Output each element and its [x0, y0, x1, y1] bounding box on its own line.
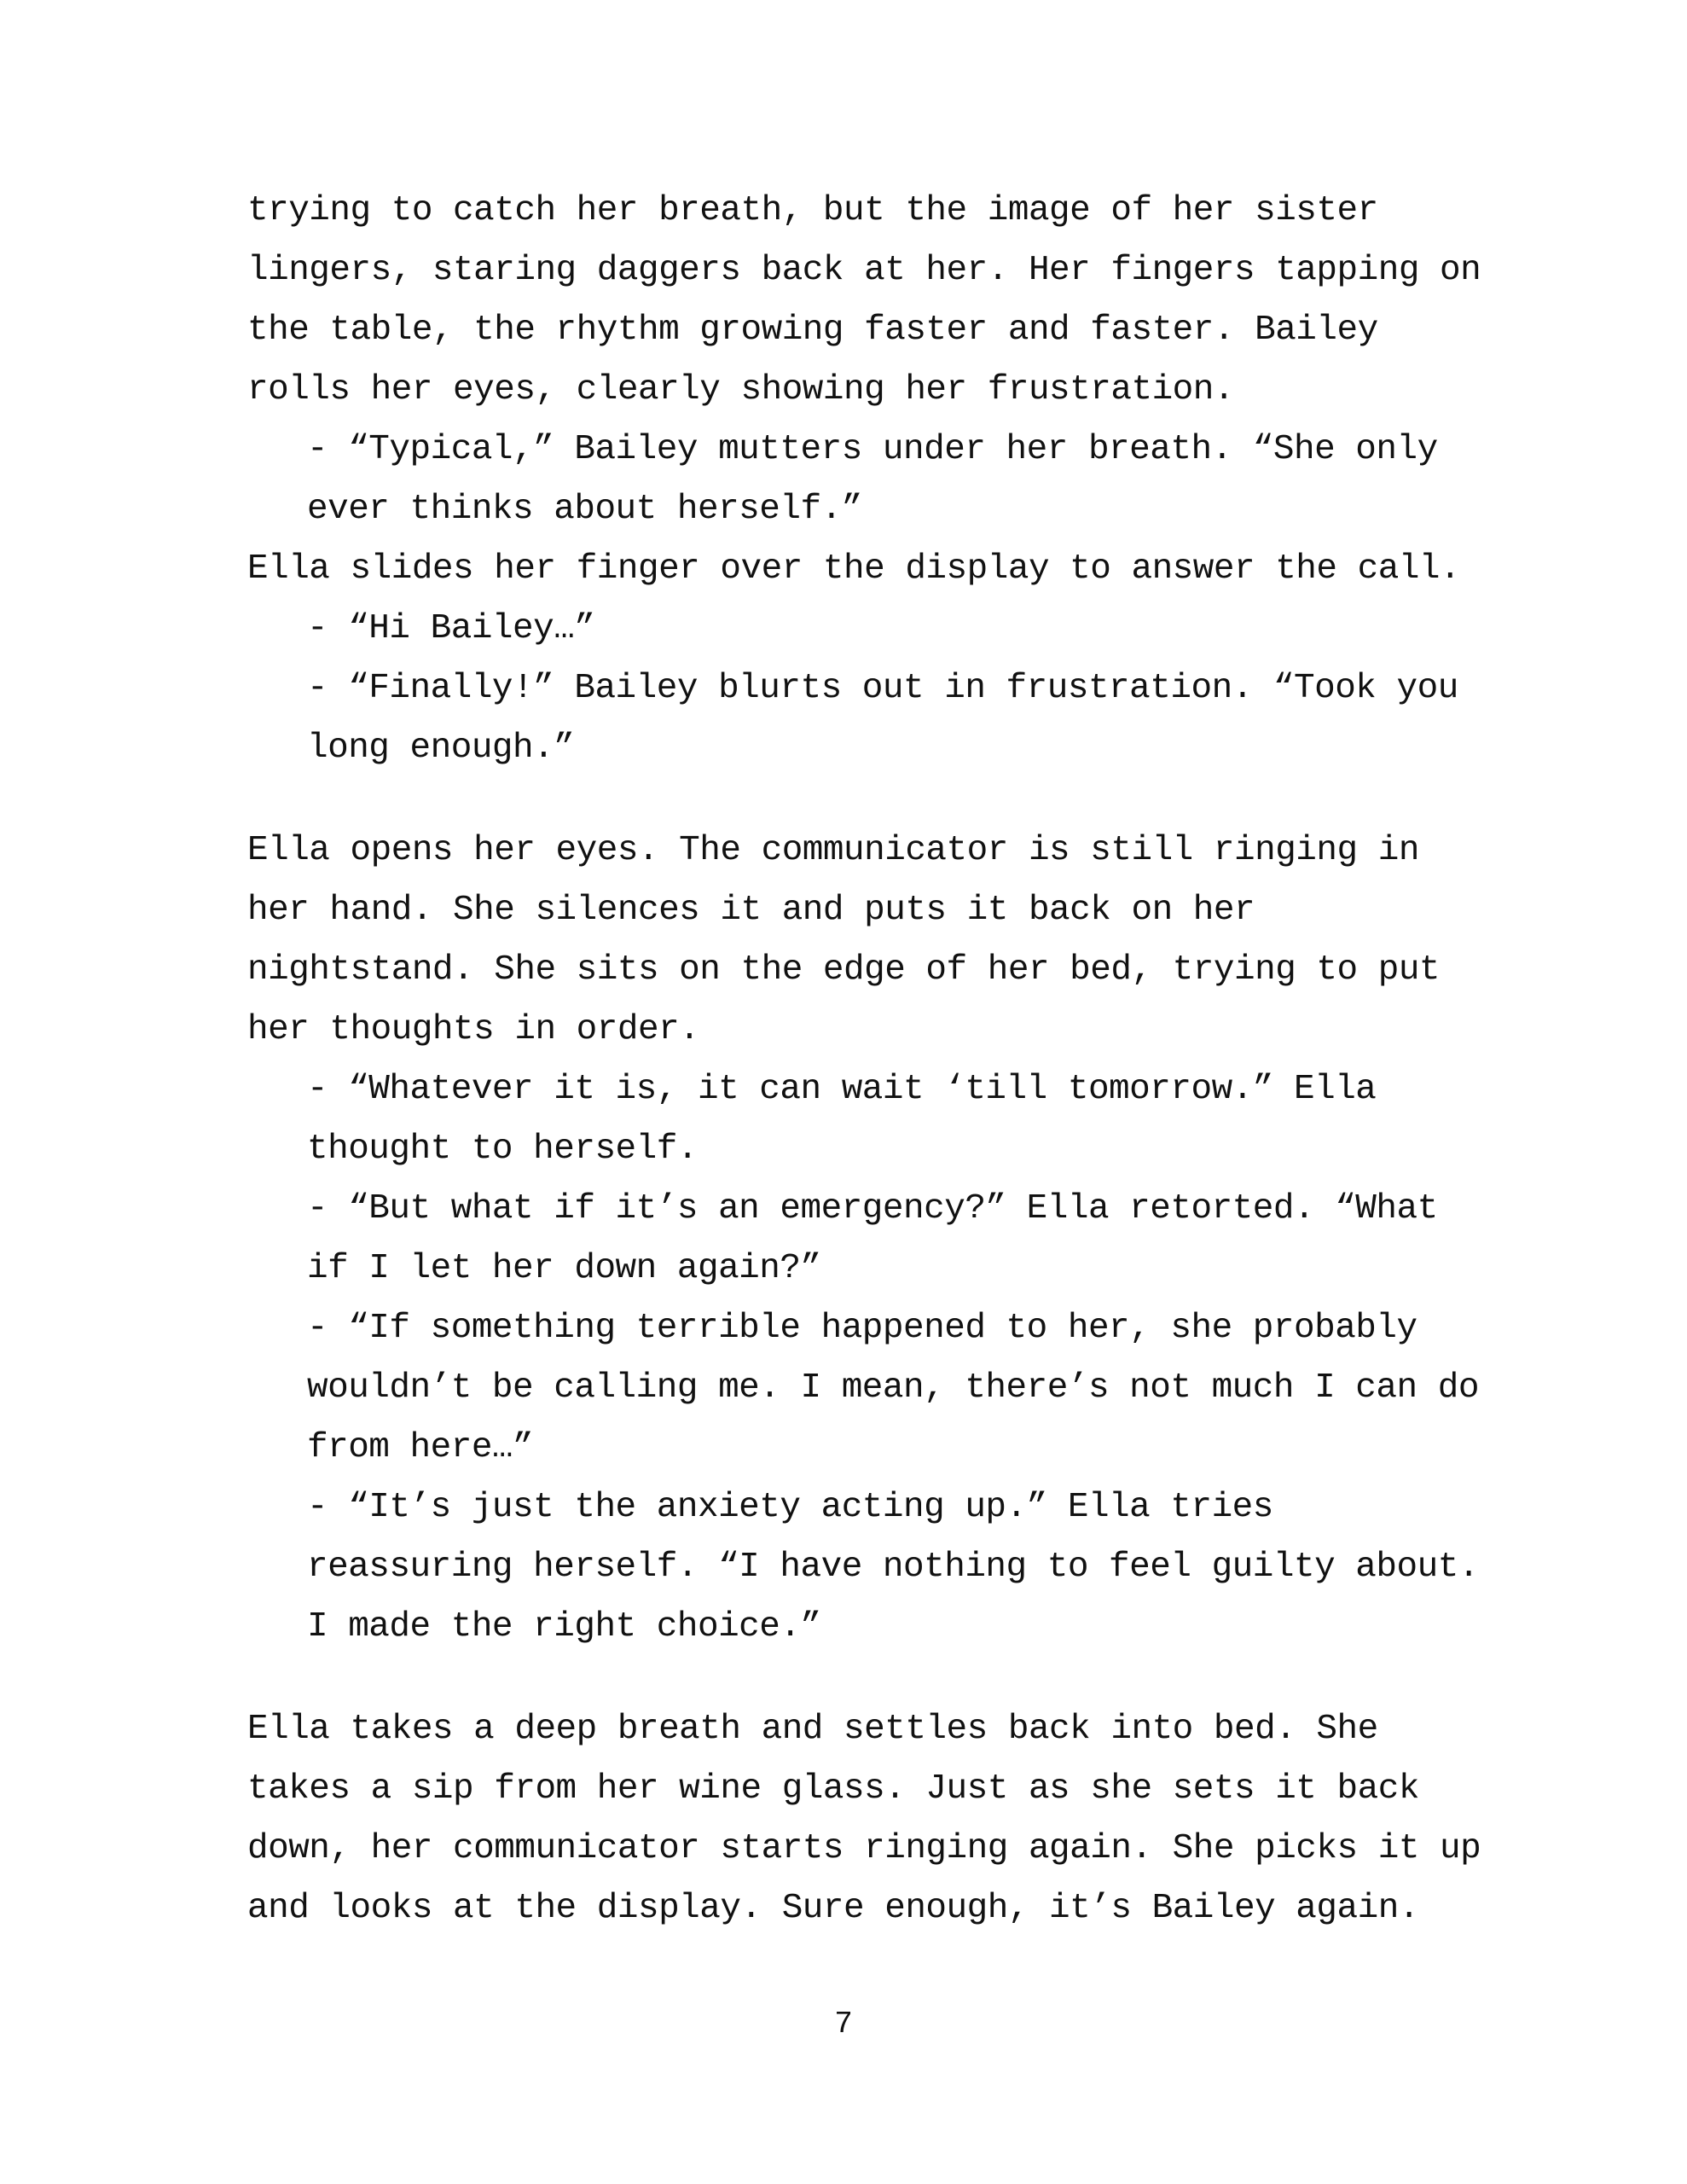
text-line: trying to catch her breath, but the image of her sister — [247, 191, 1378, 230]
text-line: - “Typical,” Bailey mutters under her breath. “She only — [307, 430, 1438, 469]
text-line: wouldn’t be calling me. I mean, there’s not much I can do — [307, 1368, 1479, 1408]
text-line: and looks at the display. Sure enough, it’s Bailey again. — [247, 1889, 1419, 1928]
text-line: Ella slides her finger over the display to answer the call. — [247, 549, 1461, 589]
paragraph — [247, 181, 1510, 420]
dialogue-line — [247, 659, 1510, 778]
page-number: 7 — [834, 2007, 853, 2042]
text-line: reassuring herself. “I have nothing to feel guilty about. — [307, 1548, 1479, 1587]
text-line: nightstand. She sits on the edge of her bed, trying to put — [247, 950, 1441, 990]
text-line: rolls her eyes, clearly showing her frustration. — [247, 370, 1234, 410]
narration-line — [247, 539, 1510, 599]
text-line: takes a sip from her wine glass. Just as she sets it back — [247, 1769, 1419, 1809]
text-line: I made the right choice.” — [307, 1607, 821, 1647]
dialogue-line — [247, 1298, 1510, 1478]
dialogue-line — [247, 1179, 1510, 1298]
dialogue-line — [247, 1478, 1510, 1657]
paragraph-gap — [247, 778, 1510, 821]
paragraph-gap — [247, 1657, 1510, 1699]
text-line: ever thinks about herself.” — [307, 490, 862, 529]
text-line: - “Whatever it is, it can wait ‘till tomorrow.” Ella — [307, 1070, 1377, 1109]
text-line: if I let her down again?” — [307, 1249, 821, 1288]
text-line: the table, the rhythm growing faster and faster. Bailey — [247, 311, 1378, 350]
dialogue-line — [247, 599, 1510, 659]
text-line: lingers, staring daggers back at her. Her fingers tapping on — [247, 251, 1481, 290]
text-line: - “But what if it’s an emergency?” Ella retorted. “What — [307, 1189, 1438, 1228]
paragraph — [247, 821, 1510, 1060]
text-line: her hand. She silences it and puts it back on her — [247, 891, 1255, 930]
text-line: Ella opens her eyes. The communicator is still ringing in — [247, 831, 1419, 870]
text-line: - “It’s just the anxiety acting up.” Ella tries — [307, 1488, 1273, 1527]
text-line: - “Hi Bailey…” — [307, 609, 595, 648]
text-line: her thoughts in order. — [247, 1010, 700, 1049]
text-line: from here…” — [307, 1428, 534, 1467]
text-line: long enough.” — [307, 729, 575, 768]
text-line: Ella takes a deep breath and settles back into bed. She — [247, 1710, 1378, 1749]
dialogue-line — [247, 1060, 1510, 1179]
text-line: - “Finally!” Bailey blurts out in frustration. “Took you — [307, 669, 1458, 708]
text-line: thought to herself. — [307, 1130, 698, 1169]
paragraph — [247, 1699, 1510, 1938]
dialogue-line — [247, 420, 1510, 539]
text-line: - “If something terrible happened to her, she probably — [307, 1309, 1417, 1348]
manuscript-text — [247, 181, 1510, 1938]
text-line: down, her communicator starts ringing again. She picks it up — [247, 1829, 1481, 1868]
